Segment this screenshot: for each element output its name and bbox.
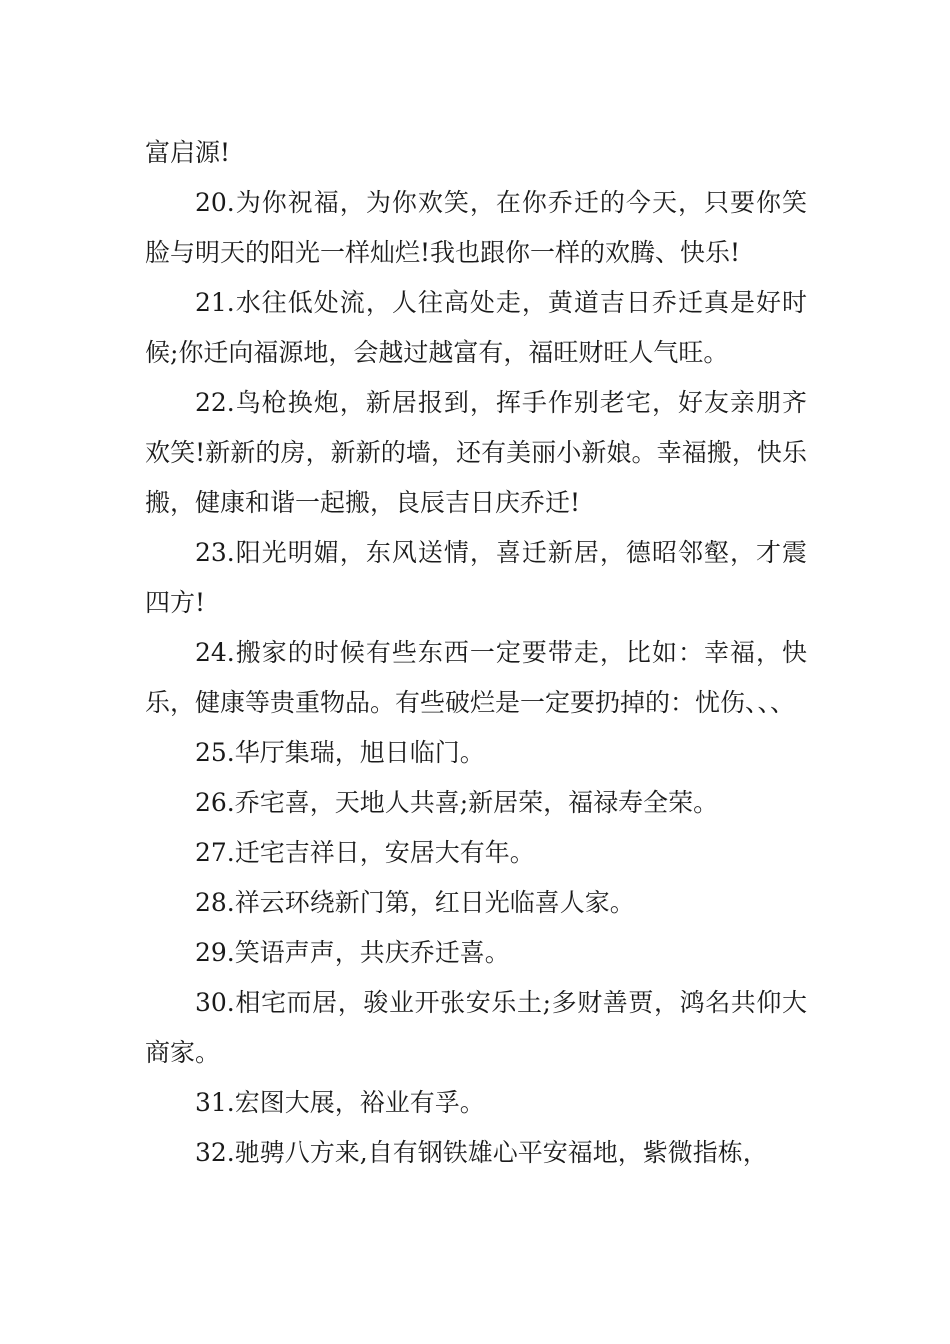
paragraph-30: 30.相宅而居，骏业开张安乐土;多财善贾，鸿名共仰大商家。 xyxy=(145,988,807,1067)
paragraph-32: 32.驰骋八方来,自有钢铁雄心平安福地，紫微指栋， xyxy=(195,1138,768,1167)
paragraph-21: 21.水往低处流，人往高处走，黄道吉日乔迁真是好时候;你迁向福源地，会越过越富有，福旺财旺人气旺。 xyxy=(145,288,807,367)
paragraph-27: 27.迁宅吉祥日，安居大有年。 xyxy=(195,838,535,867)
paragraph-24: 24.搬家的时候有些东西一定要带走，比如：幸福，快乐，健康等贵重物品。有些破烂是一定要扔掉的：忧伤、、、 xyxy=(145,638,807,717)
document-body xyxy=(145,128,807,1178)
paragraph-20: 20.为你祝福，为你欢笑，在你乔迁的今天，只要你笑脸与明天的阳光一样灿烂!我也跟你一样的欢腾、快乐! xyxy=(145,188,807,267)
paragraph-23: 23.阳光明媚，东风送情，喜迁新居，德昭邻壑，才震四方! xyxy=(145,538,807,617)
paragraph-31: 31.宏图大展，裕业有孚。 xyxy=(195,1088,485,1117)
paragraph-29: 29.笑语声声，共庆乔迁喜。 xyxy=(195,938,510,967)
paragraph-25: 25.华厅集瑞，旭日临门。 xyxy=(195,738,485,767)
paragraph-22: 22.鸟枪换炮，新居报到，挥手作别老宅，好友亲朋齐欢笑!新新的房，新新的墙，还有美丽小新娘。幸福搬，快乐搬，健康和谐一起搬，良辰吉日庆乔迁! xyxy=(145,388,807,517)
paragraph-continued: 富启源! xyxy=(145,138,231,167)
paragraph-28: 28.祥云环绕新门第，红日光临喜人家。 xyxy=(195,888,635,917)
paragraph-26: 26.乔宅喜，天地人共喜;新居荣，福禄寿全荣。 xyxy=(195,788,719,817)
